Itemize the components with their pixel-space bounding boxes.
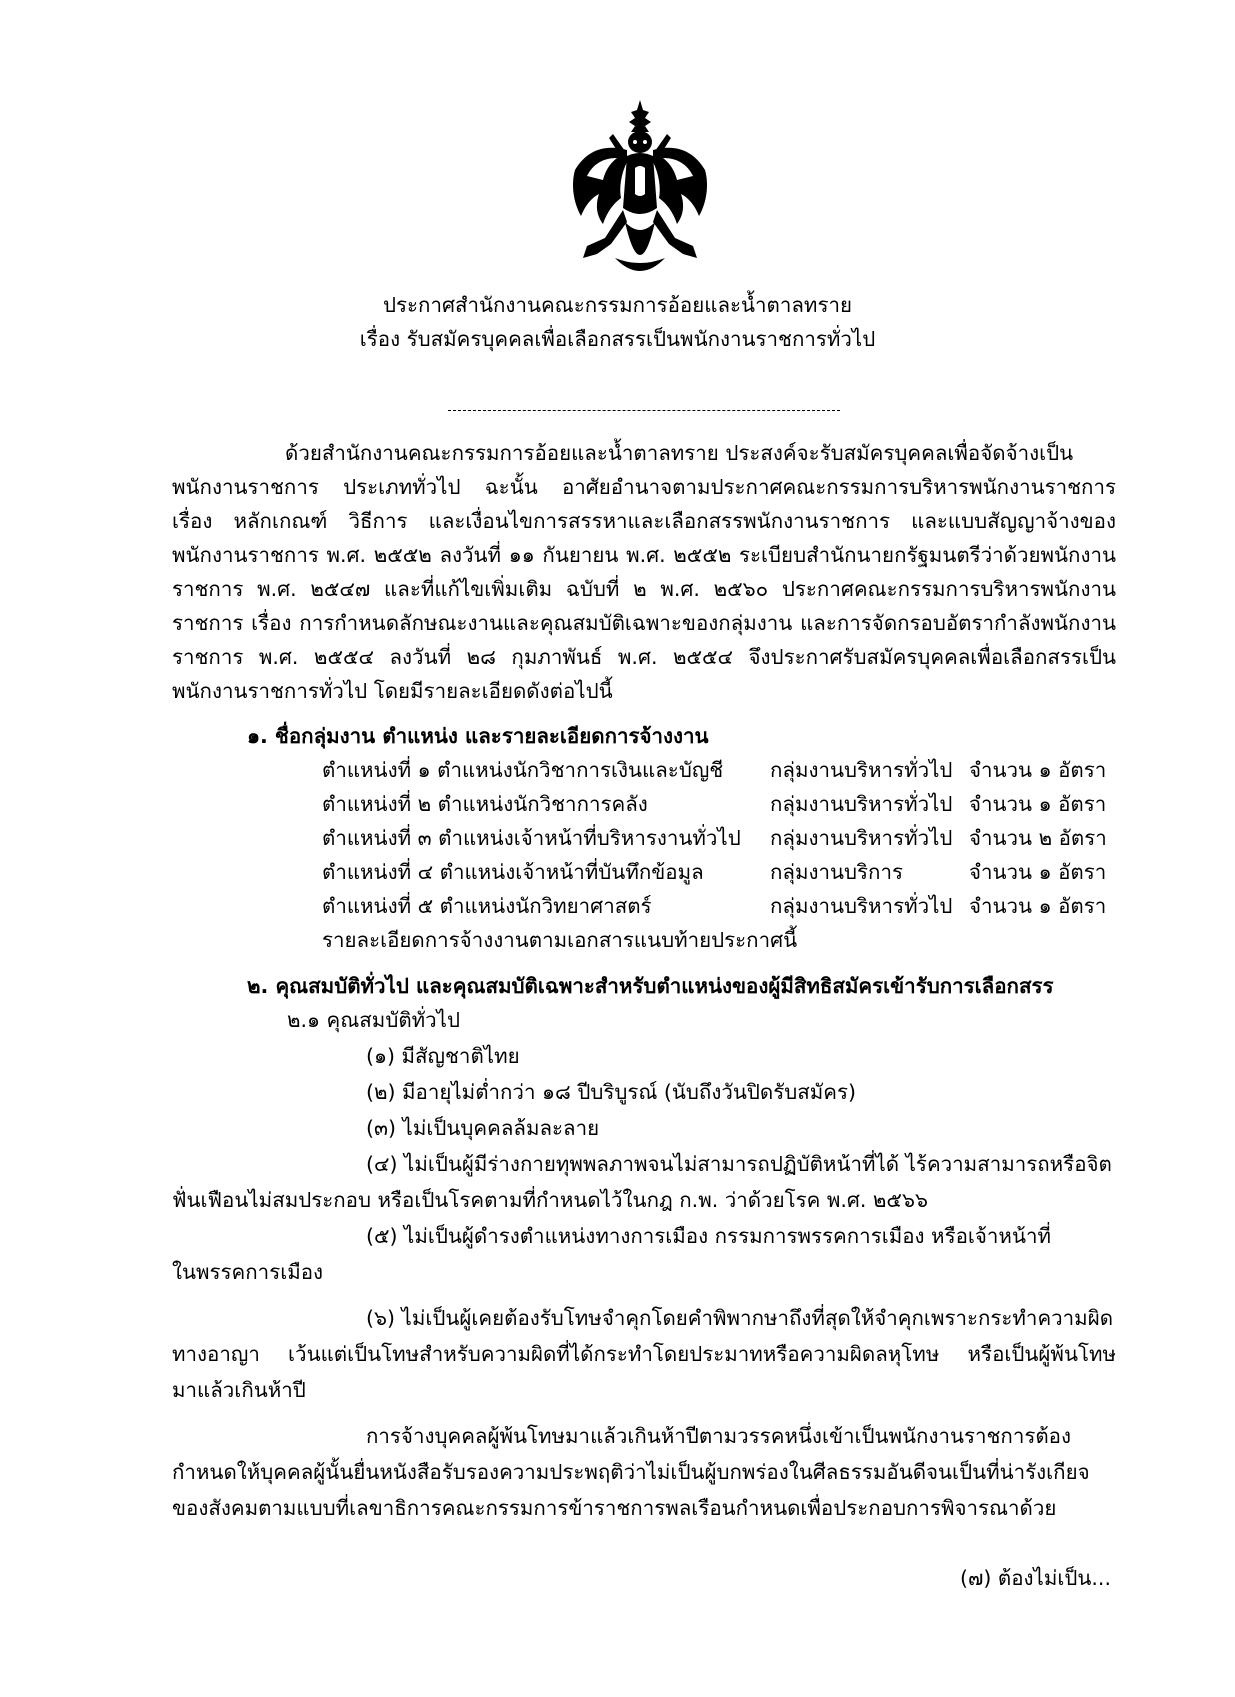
qualification-item-4-line-2: ฟั่นเฟือนไม่สมประกอบ หรือเป็นโรคตามที่กำหนดไว้ในกฎ ก.พ. ว่าด้วยโรค พ.ศ. ๒๕๖๖	[172, 1188, 928, 1212]
position-count: จำนวน ๑ อัตรา	[969, 758, 1107, 782]
employment-note-line-1: การจ้างบุคคลผู้พ้นโทษมาแล้วเกินห้าปีตามวรรคหนึ่งเข้าเป็นพนักงานราชการต้อง	[366, 1424, 1071, 1448]
title-divider	[448, 410, 840, 411]
position-group: กลุ่มงานบริหารทั่วไป	[770, 792, 953, 816]
intro-line-5: ราชการ พ.ศ. ๒๕๔๗ และที่แก้ไขเพิ่มเติม ฉบับที่ ๒ พ.ศ. ๒๕๖๐ ประกาศคณะกรรมการบริหารพนักงาน	[172, 577, 1116, 601]
qualification-item-6-line-3: มาแล้วเกินห้าปี	[172, 1378, 306, 1402]
intro-line-7: ราชการ พ.ศ. ๒๕๕๔ ลงวันที่ ๒๘ กุมภาพันธ์ พ.ศ. ๒๕๕๔ จึงประกาศรับสมัครบุคคลเพื่อเลือกสรรเป็น	[172, 645, 1116, 669]
continued-marker: (๗) ต้องไม่เป็น...	[960, 1566, 1111, 1590]
qualification-item-3: (๓) ไม่เป็นบุคคลล้มละลาย	[366, 1116, 600, 1140]
position-title: ตำแหน่งที่ ๔ ตำแหน่งเจ้าหน้าที่บันทึกข้อมูล	[322, 860, 704, 884]
position-count: จำนวน ๑ อัตรา	[969, 792, 1107, 816]
intro-line-3: เรื่อง หลักเกณฑ์ วิธีการ และเงื่อนไขการสรรหาและเลือกสรรพนักงานราชการ และแบบสัญญาจ้างของ	[172, 509, 1116, 533]
qualification-item-5-line-1: (๕) ไม่เป็นผู้ดำรงตำแหน่งทางการเมือง กรรมการพรรคการเมือง หรือเจ้าหน้าที่	[366, 1224, 1051, 1248]
position-row	[322, 758, 1118, 788]
section1-note: รายละเอียดการจ้างงานตามเอกสารแนบท้ายประกาศนี้	[322, 928, 798, 952]
intro-line-2: พนักงานราชการ ประเภททั่วไป ฉะนั้น อาศัยอำนาจตามประกาศคณะกรรมการบริหารพนักงานราชการ	[172, 475, 1116, 499]
qualification-item-6-line-2: ทางอาญา เว้นแต่เป็นโทษสำหรับความผิดที่ได้กระทำโดยประมาทหรือความผิดลหุโทษ หรือเป็นผู้พ้นโทษ	[172, 1342, 1116, 1366]
announcement-subject: เรื่อง รับสมัครบุคคลเพื่อเลือกสรรเป็นพนักงานราชการทั่วไป	[359, 327, 876, 351]
qualification-item-4-line-1: (๔) ไม่เป็นผู้มีร่างกายทุพพลภาพจนไม่สามารถปฏิบัติหน้าที่ได้ ไร้ความสามารถหรือจิต	[366, 1152, 1112, 1176]
intro-line-1: ด้วยสำนักงานคณะกรรมการอ้อยและน้ำตาลทราย ประสงค์จะรับสมัครบุคคลเพื่อจัดจ้างเป็น	[285, 441, 1074, 465]
position-title: ตำแหน่งที่ ๑ ตำแหน่งนักวิชาการเงินและบัญชี	[322, 758, 724, 782]
qualification-item-1: (๑) มีสัญชาติไทย	[366, 1044, 520, 1068]
qualification-item-5-line-2: ในพรรคการเมือง	[172, 1260, 324, 1284]
employment-note-line-3: ของสังคมตามแบบที่เลขาธิการคณะกรรมการข้าราชการพลเรือนกำหนดเพื่อประกอบการพิจารณาด้วย	[172, 1496, 1057, 1520]
qualification-item-2: (๒) มีอายุไม่ต่ำกว่า ๑๘ ปีบริบูรณ์ (นับถึงวันปิดรับสมัคร)	[366, 1080, 856, 1104]
position-title: ตำแหน่งที่ ๒ ตำแหน่งนักวิชาการคลัง	[322, 792, 648, 816]
section2-sub: ๒.๑ คุณสมบัติทั่วไป	[287, 1008, 460, 1032]
employment-note-line-2: กำหนดให้บุคคลผู้นั้นยื่นหนังสือรับรองความประพฤติว่าไม่เป็นผู้บกพร่องในศีลธรรมอันดีจนเป็นที่น่ารังเกียจ	[172, 1460, 1090, 1484]
intro-line-8: พนักงานราชการทั่วไป โดยมีรายละเอียดดังต่อไปนี้	[172, 679, 613, 703]
position-row	[322, 826, 1118, 856]
position-row	[322, 860, 1118, 890]
position-title: ตำแหน่งที่ ๕ ตำแหน่งนักวิทยาศาสตร์	[322, 894, 652, 918]
position-count: จำนวน ๒ อัตรา	[969, 826, 1107, 850]
position-count: จำนวน ๑ อัตรา	[969, 894, 1107, 918]
position-group: กลุ่มงานบริหารทั่วไป	[770, 826, 953, 850]
position-row	[322, 792, 1118, 822]
position-title: ตำแหน่งที่ ๓ ตำแหน่งเจ้าหน้าที่บริหารงานทั่วไป	[322, 826, 741, 850]
position-count: จำนวน ๑ อัตรา	[969, 860, 1107, 884]
position-group: กลุ่มงานบริหารทั่วไป	[770, 758, 953, 782]
qualification-item-6-line-1: (๖) ไม่เป็นผู้เคยต้องรับโทษจำคุกโดยคำพิพากษาถึงที่สุดให้จำคุกเพราะกระทำความผิด	[366, 1306, 1114, 1330]
position-group: กลุ่มงานบริการ	[770, 860, 903, 884]
announcement-title: ประกาศสำนักงานคณะกรรมการอ้อยและน้ำตาลทราย	[383, 293, 852, 317]
intro-line-4: พนักงานราชการ พ.ศ. ๒๕๕๒ ลงวันที่ ๑๑ กันยายน พ.ศ. ๒๕๕๒ ระเบียบสำนักนายกรัฐมนตรีว่าด้วยพนักงาน	[172, 543, 1116, 567]
position-row	[322, 894, 1118, 924]
garuda-emblem-icon	[565, 98, 715, 288]
position-group: กลุ่มงานบริหารทั่วไป	[770, 894, 953, 918]
intro-line-6: ราชการ เรื่อง การกำหนดลักษณะงานและคุณสมบัติเฉพาะของกลุ่มงาน และการจัดกรอบอัตรากำลังพนักงาน	[172, 611, 1116, 635]
section2-heading: ๒. คุณสมบัติทั่วไป และคุณสมบัติเฉพาะสำหรับตำแหน่งของผู้มีสิทธิสมัครเข้ารับการเลือกสรร	[247, 974, 1054, 998]
section1-heading: ๑. ชื่อกลุ่มงาน ตำแหน่ง และรายละเอียดการจ้างงาน	[247, 724, 709, 748]
